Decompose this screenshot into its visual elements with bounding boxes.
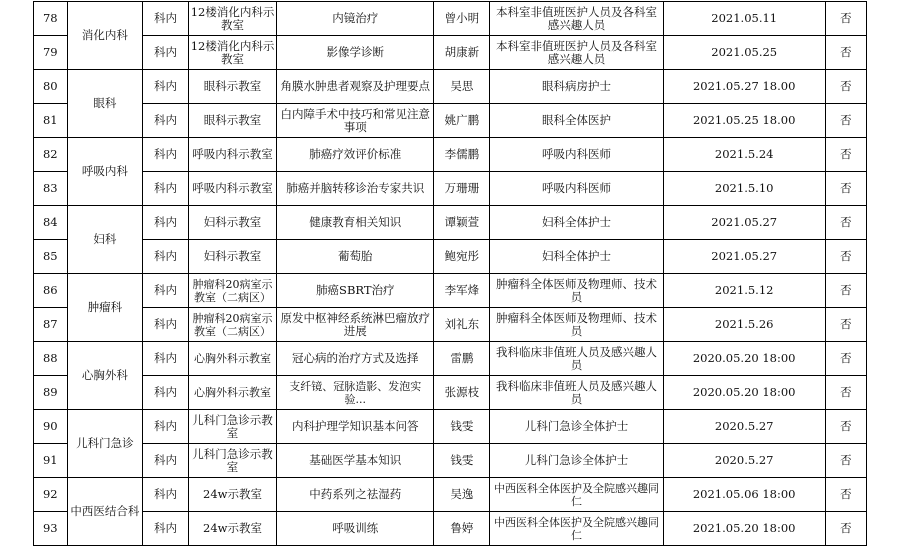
location-cell: 妇科示教室 <box>188 206 277 240</box>
time-cell: 2020.05.20 18:00 <box>663 376 825 410</box>
table-row <box>34 376 867 410</box>
department-cell: 儿科门急诊 <box>67 410 143 478</box>
row-number: 90 <box>34 410 68 444</box>
location-cell: 妇科示教室 <box>188 240 277 274</box>
topic-cell: 支纤镜、冠脉造影、发泡实验... <box>277 376 434 410</box>
time-cell: 2021.05.27 <box>663 206 825 240</box>
audience-cell: 儿科门急诊全体护士 <box>490 444 663 478</box>
time-cell: 2021.5.24 <box>663 138 825 172</box>
audience-cell: 呼吸内科医师 <box>490 138 663 172</box>
speaker-cell: 张源枝 <box>434 376 490 410</box>
speaker-cell: 胡康新 <box>434 36 490 70</box>
time-cell: 2021.05.20 18:00 <box>663 512 825 546</box>
table-row <box>34 410 867 444</box>
row-number: 80 <box>34 70 68 104</box>
training-schedule-table <box>33 1 867 546</box>
training-type: 科内 <box>143 308 188 342</box>
row-number: 93 <box>34 512 68 546</box>
table-row <box>34 478 867 512</box>
time-cell: 2020.05.20 18:00 <box>663 342 825 376</box>
audience-cell: 眼科病房护士 <box>490 70 663 104</box>
topic-cell: 中药系列之祛湿药 <box>277 478 434 512</box>
location-cell: 儿科门急诊示教室 <box>188 410 277 444</box>
audience-cell: 妇科全体护士 <box>490 240 663 274</box>
time-cell: 2021.05.11 <box>663 2 825 36</box>
location-cell: 12楼消化内科示教室 <box>188 36 277 70</box>
training-type: 科内 <box>143 70 188 104</box>
row-number: 83 <box>34 172 68 206</box>
audience-cell: 妇科全体护士 <box>490 206 663 240</box>
speaker-cell: 鲍宛彤 <box>434 240 490 274</box>
location-cell: 呼吸内科示教室 <box>188 138 277 172</box>
location-cell: 心胸外科示教室 <box>188 342 277 376</box>
training-type: 科内 <box>143 36 188 70</box>
flag-cell: 否 <box>825 376 866 410</box>
topic-cell: 肺癌疗效评价标准 <box>277 138 434 172</box>
location-cell: 眼科示教室 <box>188 70 277 104</box>
speaker-cell: 万珊珊 <box>434 172 490 206</box>
department-cell: 中西医结合科 <box>67 478 143 546</box>
topic-cell: 肺癌SBRT治疗 <box>277 274 434 308</box>
speaker-cell: 刘礼东 <box>434 308 490 342</box>
audience-cell: 本科室非值班医护人员及各科室感兴趣人员 <box>490 2 663 36</box>
training-type: 科内 <box>143 410 188 444</box>
topic-cell: 冠心病的治疗方式及选择 <box>277 342 434 376</box>
time-cell: 2020.5.27 <box>663 410 825 444</box>
table-row <box>34 342 867 376</box>
speaker-cell: 鲁婷 <box>434 512 490 546</box>
audience-cell: 儿科门急诊全体护士 <box>490 410 663 444</box>
flag-cell: 否 <box>825 274 866 308</box>
topic-cell: 原发中枢神经系统淋巴瘤放疗进展 <box>277 308 434 342</box>
audience-cell: 呼吸内科医师 <box>490 172 663 206</box>
flag-cell: 否 <box>825 240 866 274</box>
training-type: 科内 <box>143 138 188 172</box>
row-number: 88 <box>34 342 68 376</box>
department-cell: 眼科 <box>67 70 143 138</box>
topic-cell: 肺癌并脑转移诊治专家共识 <box>277 172 434 206</box>
topic-cell: 影像学诊断 <box>277 36 434 70</box>
flag-cell: 否 <box>825 138 866 172</box>
audience-cell: 中西医科全体医护及全院感兴趣同仁 <box>490 512 663 546</box>
speaker-cell: 钱雯 <box>434 410 490 444</box>
speaker-cell: 李儒鹏 <box>434 138 490 172</box>
flag-cell: 否 <box>825 308 866 342</box>
table-row <box>34 138 867 172</box>
flag-cell: 否 <box>825 172 866 206</box>
speaker-cell: 钱雯 <box>434 444 490 478</box>
audience-cell: 肿瘤科全体医师及物理师、技术员 <box>490 274 663 308</box>
row-number: 89 <box>34 376 68 410</box>
time-cell: 2020.5.27 <box>663 444 825 478</box>
audience-cell: 本科室非值班医护人员及各科室感兴趣人员 <box>490 36 663 70</box>
topic-cell: 白内障手术中技巧和常见注意事项 <box>277 104 434 138</box>
flag-cell: 否 <box>825 70 866 104</box>
row-number: 86 <box>34 274 68 308</box>
department-cell: 心胸外科 <box>67 342 143 410</box>
flag-cell: 否 <box>825 478 866 512</box>
department-cell: 呼吸内科 <box>67 138 143 206</box>
training-type: 科内 <box>143 206 188 240</box>
table-row <box>34 274 867 308</box>
location-cell: 肿瘤科20病室示教室（二病区） <box>188 308 277 342</box>
flag-cell: 否 <box>825 36 866 70</box>
speaker-cell: 姚广鹏 <box>434 104 490 138</box>
location-cell: 眼科示教室 <box>188 104 277 138</box>
audience-cell: 我科临床非值班人员及感兴趣人员 <box>490 376 663 410</box>
row-number: 92 <box>34 478 68 512</box>
time-cell: 2021.5.26 <box>663 308 825 342</box>
location-cell: 肿瘤科20病室示教室（二病区） <box>188 274 277 308</box>
row-number: 81 <box>34 104 68 138</box>
time-cell: 2021.5.12 <box>663 274 825 308</box>
topic-cell: 内镜治疗 <box>277 2 434 36</box>
flag-cell: 否 <box>825 512 866 546</box>
speaker-cell: 谭颖萱 <box>434 206 490 240</box>
department-cell: 肿瘤科 <box>67 274 143 342</box>
location-cell: 儿科门急诊示教室 <box>188 444 277 478</box>
audience-cell: 眼科全体医护 <box>490 104 663 138</box>
flag-cell: 否 <box>825 342 866 376</box>
audience-cell: 肿瘤科全体医师及物理师、技术员 <box>490 308 663 342</box>
table-row <box>34 36 867 70</box>
location-cell: 呼吸内科示教室 <box>188 172 277 206</box>
table-row <box>34 206 867 240</box>
table-row <box>34 308 867 342</box>
training-type: 科内 <box>143 342 188 376</box>
time-cell: 2021.05.06 18:00 <box>663 478 825 512</box>
training-type: 科内 <box>143 444 188 478</box>
table-row <box>34 104 867 138</box>
topic-cell: 内科护理学知识基本问答 <box>277 410 434 444</box>
training-type: 科内 <box>143 240 188 274</box>
flag-cell: 否 <box>825 2 866 36</box>
location-cell: 24w示教室 <box>188 512 277 546</box>
row-number: 82 <box>34 138 68 172</box>
training-type: 科内 <box>143 2 188 36</box>
table-row <box>34 2 867 36</box>
topic-cell: 角膜水肿患者观察及护理要点 <box>277 70 434 104</box>
location-cell: 24w示教室 <box>188 478 277 512</box>
topic-cell: 呼吸训练 <box>277 512 434 546</box>
training-type: 科内 <box>143 512 188 546</box>
flag-cell: 否 <box>825 410 866 444</box>
row-number: 78 <box>34 2 68 36</box>
time-cell: 2021.5.10 <box>663 172 825 206</box>
speaker-cell: 雷鹏 <box>434 342 490 376</box>
training-type: 科内 <box>143 104 188 138</box>
flag-cell: 否 <box>825 444 866 478</box>
table-row <box>34 444 867 478</box>
location-cell: 心胸外科示教室 <box>188 376 277 410</box>
table-row <box>34 172 867 206</box>
speaker-cell: 曾小明 <box>434 2 490 36</box>
speaker-cell: 李军烽 <box>434 274 490 308</box>
time-cell: 2021.05.25 <box>663 36 825 70</box>
training-type: 科内 <box>143 478 188 512</box>
table-row <box>34 240 867 274</box>
training-type: 科内 <box>143 172 188 206</box>
speaker-cell: 吴思 <box>434 70 490 104</box>
table-row <box>34 70 867 104</box>
row-number: 91 <box>34 444 68 478</box>
row-number: 85 <box>34 240 68 274</box>
time-cell: 2021.05.27 <box>663 240 825 274</box>
topic-cell: 基础医学基本知识 <box>277 444 434 478</box>
training-type: 科内 <box>143 274 188 308</box>
department-cell: 消化内科 <box>67 2 143 70</box>
row-number: 84 <box>34 206 68 240</box>
audience-cell: 我科临床非值班人员及感兴趣人员 <box>490 342 663 376</box>
time-cell: 2021.05.25 18.00 <box>663 104 825 138</box>
department-cell: 妇科 <box>67 206 143 274</box>
flag-cell: 否 <box>825 104 866 138</box>
speaker-cell: 吴逸 <box>434 478 490 512</box>
flag-cell: 否 <box>825 206 866 240</box>
audience-cell: 中西医科全体医护及全院感兴趣同仁 <box>490 478 663 512</box>
location-cell: 12楼消化内科示教室 <box>188 2 277 36</box>
time-cell: 2021.05.27 18.00 <box>663 70 825 104</box>
topic-cell: 健康教育相关知识 <box>277 206 434 240</box>
topic-cell: 葡萄胎 <box>277 240 434 274</box>
row-number: 79 <box>34 36 68 70</box>
table-row <box>34 512 867 546</box>
training-type: 科内 <box>143 376 188 410</box>
row-number: 87 <box>34 308 68 342</box>
